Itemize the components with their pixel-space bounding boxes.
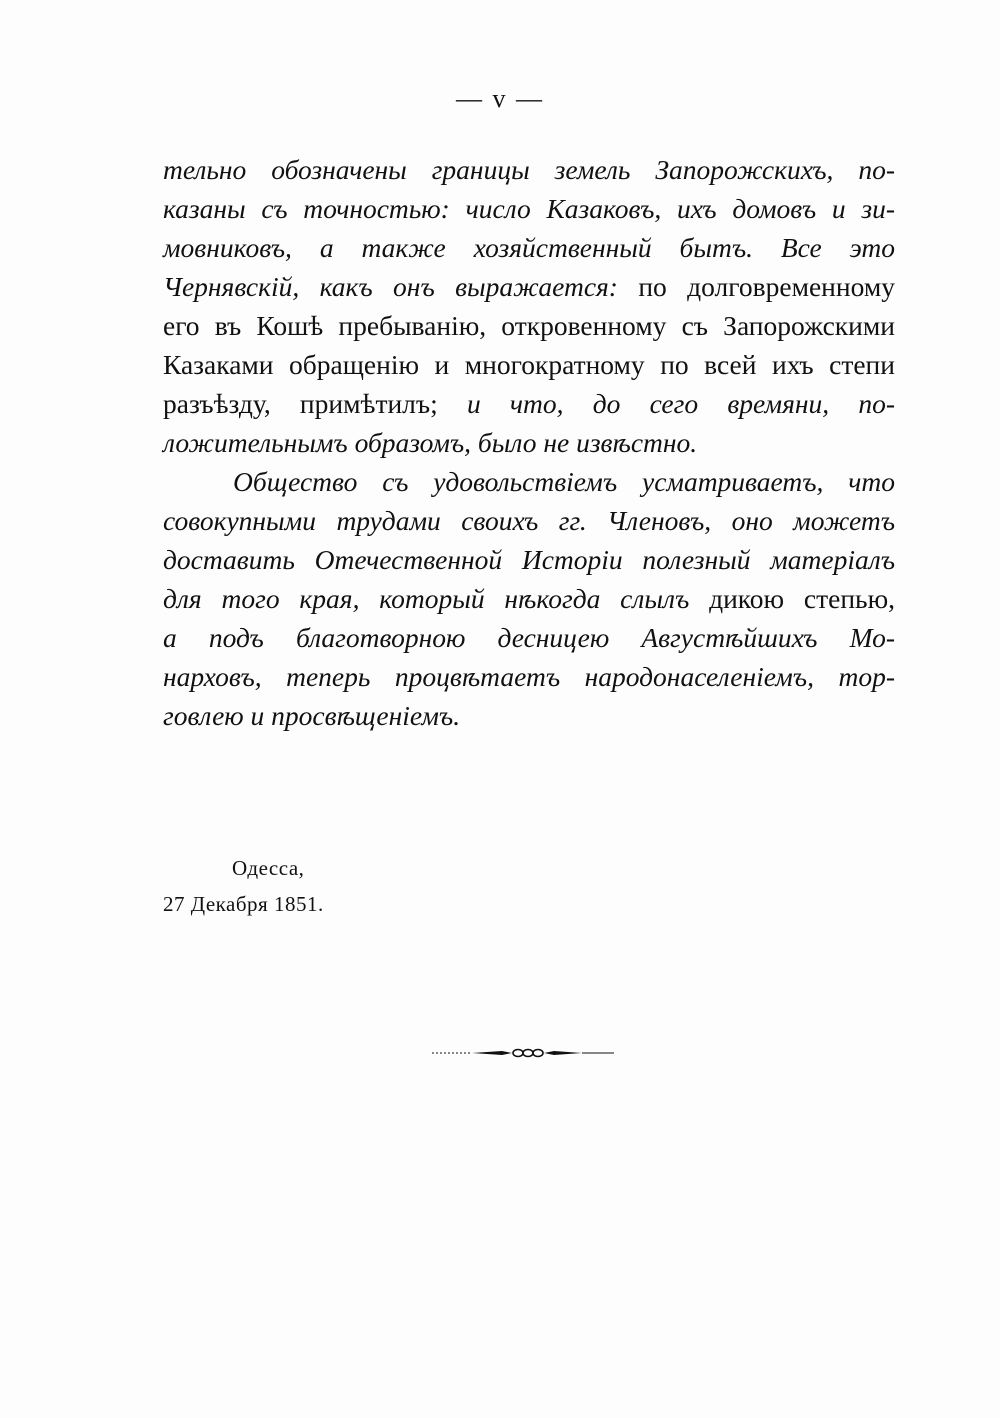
italic-text: а подъ благотворною десницею Августѣйшихъ Мо-: [163, 622, 895, 653]
italic-text: казаны съ точностью: число Казаковъ, ихъ домовъ и зи-: [163, 193, 895, 224]
italic-text: ложительнымъ образомъ, было не извѣстно.: [163, 427, 698, 458]
italic-text: доставить Отечественной Исторіи полезный матеріалъ: [163, 544, 895, 575]
roman-text: его въ Кошѣ пребыванію, откровенному съ Запорожскими: [163, 310, 895, 341]
italic-text: совокупными трудами своихъ гг. Членовъ, оно можетъ: [163, 505, 895, 536]
text-line: [163, 228, 895, 267]
text-line: [163, 384, 895, 423]
text-line: [163, 657, 895, 696]
italic-text: для того края, который нѣкогда слылъ: [163, 583, 710, 614]
ornamental-rule-icon: [432, 1045, 614, 1061]
italic-text: мовниковъ, а также хозяйственный бытъ. Все это: [163, 232, 895, 263]
body-text: [163, 150, 895, 735]
text-line: [163, 189, 895, 228]
italic-text: Чернявскій, какъ онъ выражается:: [163, 271, 639, 302]
roman-text: Казаками обращенію и многократному по всей ихъ степи: [163, 349, 895, 380]
roman-text: по долговременному: [638, 271, 895, 302]
roman-text: дикою степью,: [709, 583, 895, 614]
italic-text: и что, до сего времяни, по-: [466, 388, 895, 419]
text-line: [163, 696, 895, 735]
paragraph: [163, 150, 895, 462]
text-line: [163, 306, 895, 345]
text-line: [163, 618, 895, 657]
paragraph: [163, 462, 895, 735]
text-line: [163, 267, 895, 306]
text-line: [163, 150, 895, 189]
text-line: [163, 462, 895, 501]
text-line: [163, 345, 895, 384]
text-line: [163, 501, 895, 540]
roman-text: разъѣзду, примѣтилъ;: [163, 388, 467, 419]
closing-date: 27 Декабря 1851.: [163, 892, 324, 916]
closing-place: Одесса,: [232, 856, 305, 880]
italic-text: Общество съ удовольствіемъ усматриваетъ, что: [233, 466, 895, 497]
text-line: [163, 579, 895, 618]
italic-text: нарховъ, теперь процвѣтаетъ народонаселеніемъ, тор-: [163, 661, 895, 692]
italic-text: говлею и просвѣщеніемъ.: [163, 700, 461, 731]
text-line: [163, 423, 895, 462]
italic-text: тельно обозначены границы земель Запорожскихъ, по-: [163, 154, 895, 185]
text-line: [163, 540, 895, 579]
page-number: — v —: [456, 84, 544, 113]
